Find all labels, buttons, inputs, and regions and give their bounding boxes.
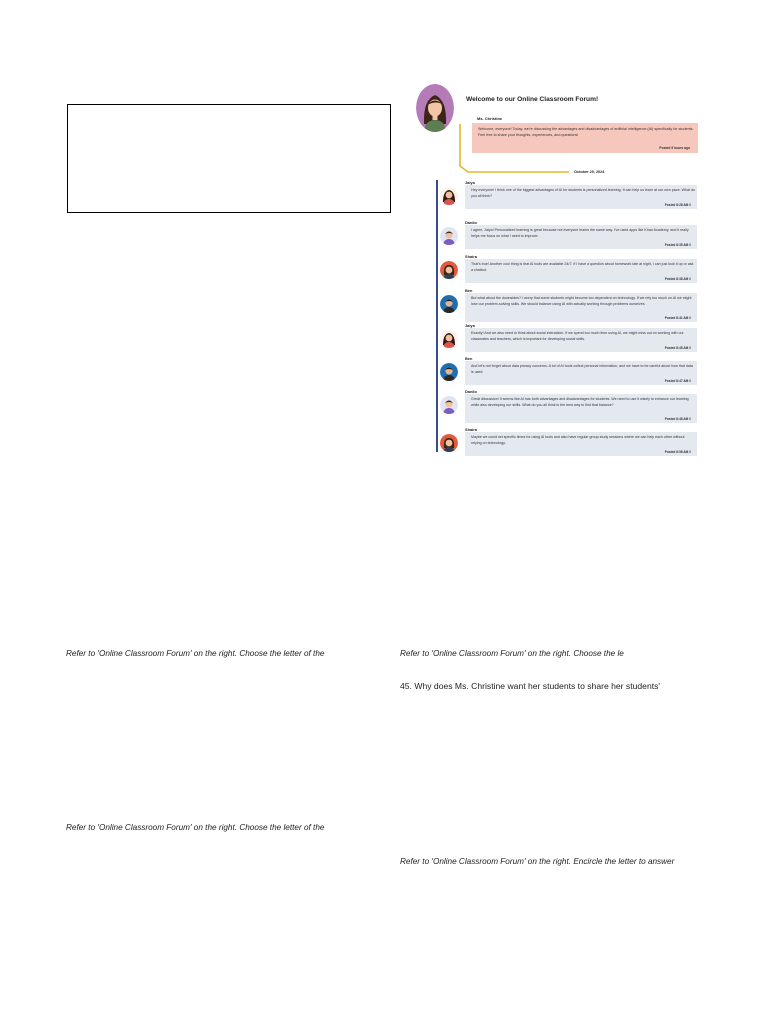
post-timestamp: Posted 8:48 AM // [664, 417, 691, 421]
post-timestamp: Posted 8:45 AM // [664, 346, 691, 350]
post-message: Great discussion! It seems like AI has both advantages and disadvantages for students. We need to use it wisely to enhance our learning while also developing our skills. What do you all think is the best way to find that balance? [471, 397, 689, 407]
post-author: Shaira [465, 254, 477, 259]
post-timestamp: Posted 8:38 AM // [664, 277, 691, 281]
question-instruction: Refer to 'Online Classroom Forum' on the right. Choose the le [400, 649, 624, 658]
student-avatar [440, 187, 458, 205]
post-message: I agree, Jaiya! Personalized learning is great because not everyone learns the same way. I've used apps like Khan Academy, and it really helps me focus on what I need to improve. [471, 228, 689, 238]
host-timestamp: Posted 9 hours ago [659, 146, 690, 150]
post-author: Danilo [465, 389, 477, 394]
post-bubble [465, 361, 697, 385]
post-message: Exactly! And we also need to think about social interaction. If we spend too much time using AI, we might miss out on working with our classmates and teachers, which is important for developing social skills. [471, 331, 684, 341]
question-instruction: Refer to 'Online Classroom Forum' on the right. Encircle the letter to answer [400, 857, 675, 866]
post-message: Hey everyone! I think one of the biggest advantages of AI for students is personalized learning. It can help us learn at our own pace. What do you all think? [471, 188, 695, 198]
post-author: Ben [465, 288, 473, 293]
post-timestamp: Posted 8:35 AM // [664, 243, 691, 247]
post-timestamp: Posted 8:41 AM // [664, 316, 691, 320]
post-bubble [465, 328, 697, 352]
online-classroom-forum [414, 84, 704, 456]
question-45: 45. Why does Ms. Christine want her students to share her students' [400, 681, 661, 691]
host-message: Welcome, everyone! Today, we're discussing the advantages and disadvantages of artificial intelligence (AI) specifically for students. Feel free to share your thoughts, experiences, and questions! [478, 127, 694, 137]
thread-line [436, 180, 438, 452]
student-avatar [440, 363, 458, 381]
question-instruction: Refer to 'Online Classroom Forum' on the right. Choose the letter of the [66, 649, 325, 658]
post-timestamp: Posted 8:28 AM // [664, 203, 691, 207]
host-name: Ms. Christine [477, 116, 503, 121]
post-author: Jaiya [465, 180, 475, 185]
post-author: Ben [465, 356, 473, 361]
forum-date: October 29, 2024 [574, 170, 605, 174]
post-bubble [465, 225, 697, 249]
host-avatar [416, 84, 454, 132]
student-avatar [440, 227, 458, 245]
student-avatar [440, 434, 458, 452]
post-message: Maybe we could set specific times for using AI tools and also have regular group study sessions where we can help each other without relying on technology. [471, 435, 685, 445]
post-message: That's true! Another cool thing is that AI tools are available 24/7. If I have a question about homework late at night, I can just look it up or ask a chatbot. [471, 262, 694, 272]
post-timestamp: Posted 8:58 AM // [664, 450, 691, 454]
post-author: Jaiya [465, 323, 475, 328]
post-bubble [465, 394, 697, 423]
answer-box [67, 104, 391, 213]
post-bubble [465, 293, 697, 322]
student-avatar [440, 396, 458, 414]
post-author: Danilo [465, 220, 477, 225]
question-instruction: Refer to 'Online Classroom Forum' on the right. Choose the letter of the [66, 823, 325, 832]
post-bubble [465, 185, 697, 209]
student-avatar [440, 261, 458, 279]
post-bubble [465, 259, 697, 283]
student-avatar [440, 330, 458, 348]
forum-title: Welcome to our Online Classroom Forum! [466, 96, 599, 103]
post-bubble [465, 432, 697, 456]
host-post [472, 123, 698, 153]
post-timestamp: Posted 8:47 AM // [664, 379, 691, 383]
post-message: But what about the downsides? I worry that some students might become too dependent on technology. If we rely too much on AI we might lose our problem-solving skills. We should balance using AI with actually working through problems ourselves. [471, 296, 692, 306]
post-message: And let's not forget about data privacy concerns. A lot of AI tools collect personal information, and we have to be careful about how that data is used. [471, 364, 693, 374]
post-author: Shaira [465, 427, 477, 432]
student-avatar [440, 295, 458, 313]
